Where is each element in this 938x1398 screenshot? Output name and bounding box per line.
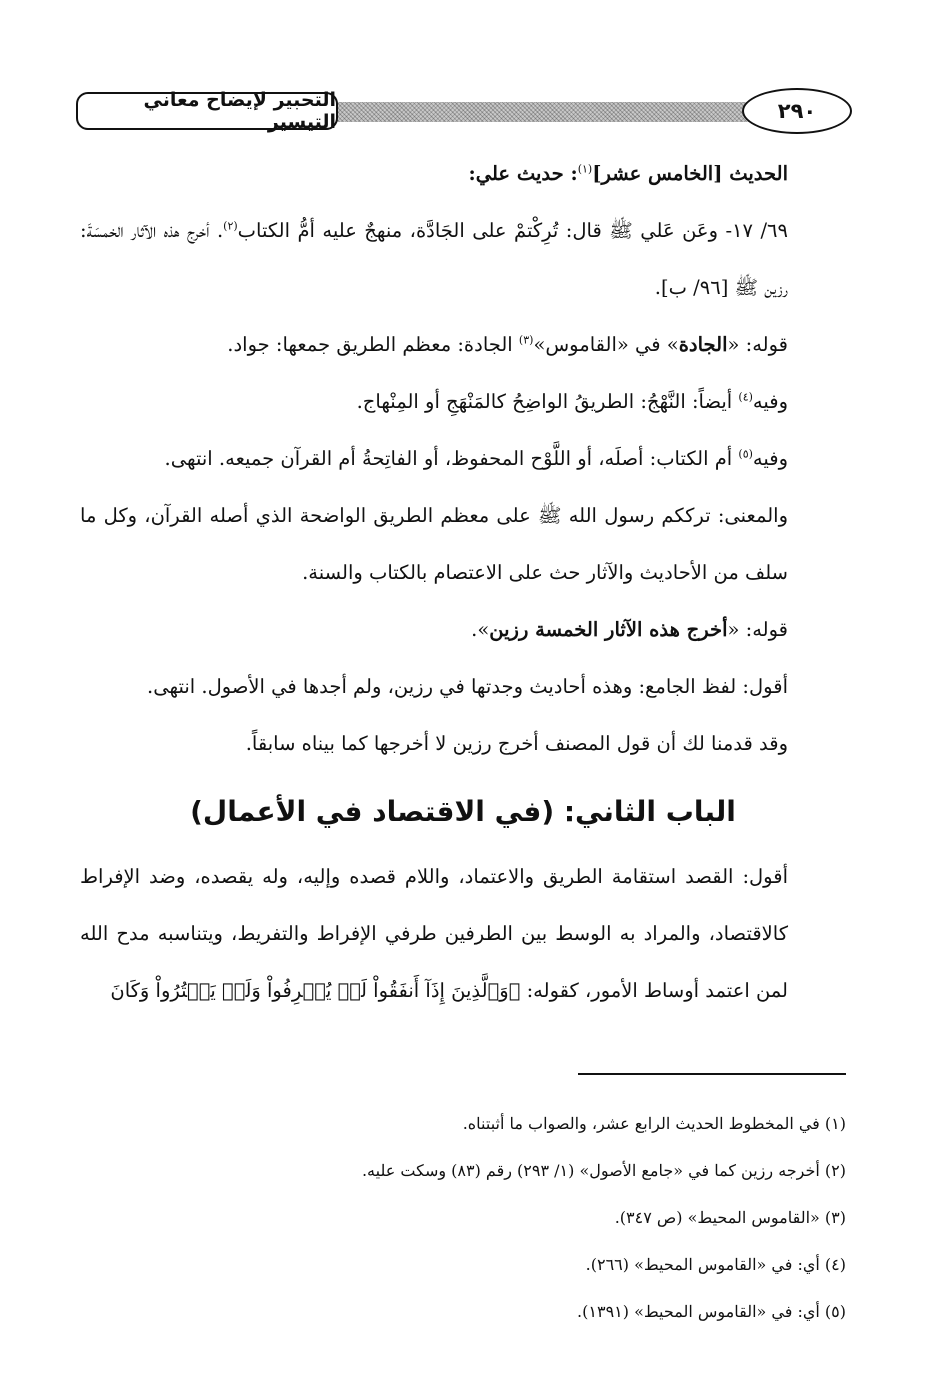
commentary-paragraph xyxy=(80,601,846,658)
commentary-paragraph xyxy=(80,373,846,430)
footnote: (٣) «القاموس المحيط» (ص ٣٤٧). xyxy=(614,1208,846,1227)
footnote-ref: (٥) xyxy=(738,447,753,461)
meaning-paragraph: والمعنى: ترككم رسول الله ﷺ على معظم الطريق الواضحة الذي أصله القرآن، وكل ما سلف من الأحاديث والآثار حث على الاعتصام بالكتاب والسنة. xyxy=(80,504,788,584)
footnote-ref: (٤) xyxy=(738,390,753,404)
commentary-paragraph xyxy=(80,316,846,373)
text-run: أيضاً: النَّهْجُ: الطريقُ الواضِحُ كالمَنْهَجِ أو المِنْهاج. xyxy=(356,390,739,413)
main-text xyxy=(80,145,846,1019)
footnote-ref: (٢) xyxy=(223,219,238,233)
book-title: التحبير لإيضاح معاني التيسير xyxy=(76,92,338,130)
footnote: (٥) أي: في «القاموس المحيط» (١٣٩١). xyxy=(577,1302,846,1321)
quoted-term: الجادة xyxy=(678,333,728,356)
hadith-text: ٦٩/ ١٧- وعَن عَلي ﷺ قال: تُرِكْتمْ على الجَادَّة، منهجٌ عليه أمُّ الكتاب xyxy=(237,219,788,242)
commentary-paragraph: وقد قدمنا لك أن قول المصنف أخرج رزين لا أخرجها كما بيناه سابقاً. xyxy=(245,732,788,755)
text-run: » في «القاموس» xyxy=(533,333,679,356)
text-run: قوله: « xyxy=(727,333,788,356)
text-run: ». xyxy=(471,618,490,641)
footnote: (٢) أخرجه رزين كما في «جامع الأصول» (١/ ٢٩٣) رقم (٨٣) وسكت عليه. xyxy=(361,1161,846,1180)
commentary-paragraph: أقول: لفظ الجامع: وهذه أحاديث وجدتها في رزين، ولم أجدها في الأصول. انتهى. xyxy=(147,675,788,698)
page-number: ٢٩٠ xyxy=(742,88,852,134)
text-run: قوله: « xyxy=(727,618,788,641)
text-run: وفيه xyxy=(752,390,788,413)
footnote: (١) في المخطوط الحديث الرابع عشر، والصواب ما أثبتناه. xyxy=(462,1114,846,1133)
text-run: وفيه xyxy=(752,447,788,470)
footnotes xyxy=(80,1100,846,1335)
text-run: أم الكتاب: أصلَه، أو اللَّوْح المحفوظ، أو الفاتِحةُ أم القرآن جميعه. انتهى. xyxy=(164,447,739,470)
hadith-source: . أخرج هذه الآثار الخمسَةَ: رزين ﷺ [٩٦/ ب]. xyxy=(80,219,788,299)
hadith-text-paragraph xyxy=(80,202,846,316)
footnote-divider xyxy=(578,1073,846,1075)
running-header xyxy=(76,88,852,138)
text-run: الجادة: معظم الطريق جمعها: جواد. xyxy=(227,333,519,356)
quoted-term: أخرج هذه الآثار الخمسة رزين xyxy=(489,618,728,641)
hadith-heading xyxy=(80,145,846,202)
footnote: (٤) أي: في «القاموس المحيط» (٢٦٦). xyxy=(585,1255,846,1274)
footnote-ref: (١) xyxy=(577,162,593,176)
chapter-heading: الباب الثاني: (في الاقتصاد في الأعمال) xyxy=(190,795,736,828)
hadith-title-rest: : حديث علي: xyxy=(468,162,578,185)
hadith-title: الحديث [الخامس عشر] xyxy=(592,162,788,185)
header-decorative-band xyxy=(326,102,766,122)
chapter-intro-paragraph: أقول: القصد استقامة الطريق والاعتماد، واللام قصده وإليه، وله يقصده، وضد الإفراط كالاقتصاد، والمراد به الوسط بين الطرفين طرفي الإفراط والتفريط، ويتناسبه مدح الله لمن اعتمد أوساط الأمور، كقوله: ﴿وَٱلَّذِينَ إِذَآ أَنفَقُواْ لَمۡ يُسۡرِفُواْ وَلَمۡ يَقۡتُرُواْ وَكَانَ xyxy=(80,865,788,1002)
footnote-ref: (٣) xyxy=(518,333,534,347)
commentary-paragraph xyxy=(80,430,846,487)
